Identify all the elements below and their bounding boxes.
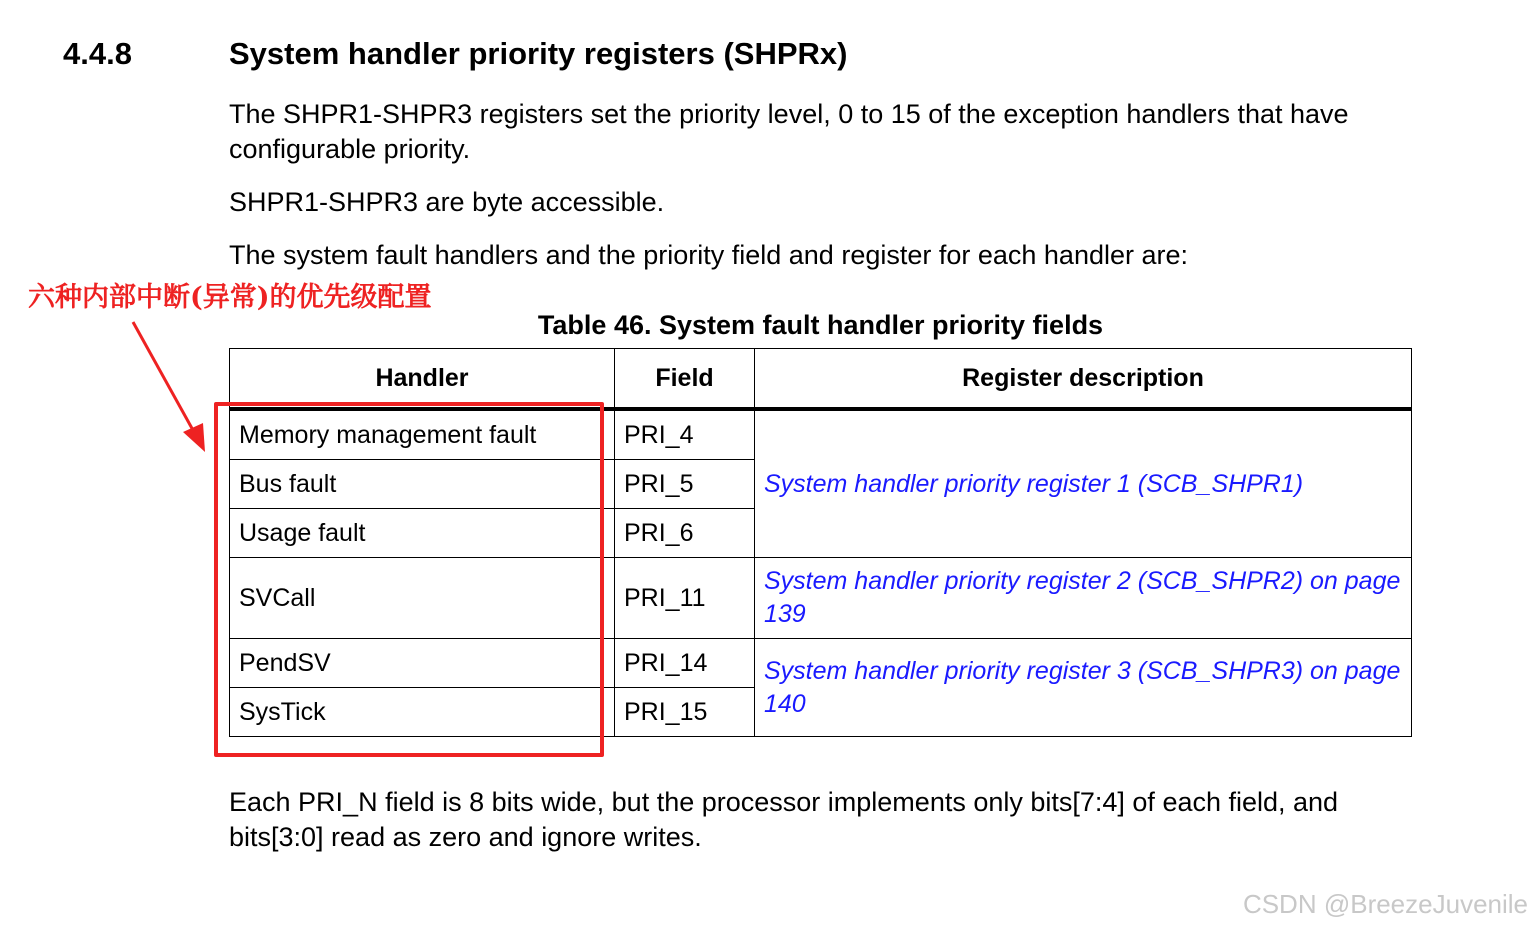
handlers-intro-paragraph: The system fault handlers and the priority field and register for each handler are: (229, 240, 1189, 270)
handler-cell: SVCall (230, 558, 615, 639)
byte-access-paragraph: SHPR1-SHPR3 are byte accessible. (229, 187, 665, 217)
field-cell: PRI_6 (615, 509, 755, 558)
field-cell: PRI_4 (615, 409, 755, 460)
table-caption: Table 46. System fault handler priority fields (537, 310, 1104, 340)
register-link-shpr2[interactable]: System handler priority register 2 (SCB_SHPR2) on page 139 (755, 558, 1412, 639)
intro-paragraph: The SHPR1-SHPR3 registers set the priority level, 0 to 15 of the exception handlers that have configurable priority. (229, 99, 1349, 164)
register-link-shpr1[interactable]: System handler priority register 1 (SCB_SHPR1) (755, 409, 1412, 558)
register-link-shpr3[interactable]: System handler priority register 3 (SCB_SHPR3) on page 140 (755, 639, 1412, 737)
annotation-arrow-icon (0, 0, 300, 470)
handler-cell: Usage fault (230, 509, 615, 558)
field-cell: PRI_5 (615, 460, 755, 509)
field-cell: PRI_11 (615, 558, 755, 639)
handler-cell: Memory management fault (230, 409, 615, 460)
pri-n-paragraph: Each PRI_N field is 8 bits wide, but the processor implements only bits[7:4] of each field, and bits[3:0] read as zero and ignore writes. (229, 787, 1339, 852)
watermark: CSDN @BreezeJuvenile (1242, 889, 1528, 919)
handler-cell: PendSV (230, 639, 615, 688)
header-handler: Handler (230, 349, 615, 410)
handler-cell: Bus fault (230, 460, 615, 509)
handler-cell: SysTick (230, 688, 615, 737)
annotation-label: 六种内部中断(异常)的优先级配置 (28, 282, 432, 313)
section-title: System handler priority registers (SHPRx) (229, 36, 848, 71)
header-register-description: Register description (755, 349, 1412, 410)
header-field: Field (615, 349, 755, 410)
field-cell: PRI_14 (615, 639, 755, 688)
field-cell: PRI_15 (615, 688, 755, 737)
section-number: 4.4.8 (63, 36, 132, 71)
table-header-row (230, 349, 1412, 410)
